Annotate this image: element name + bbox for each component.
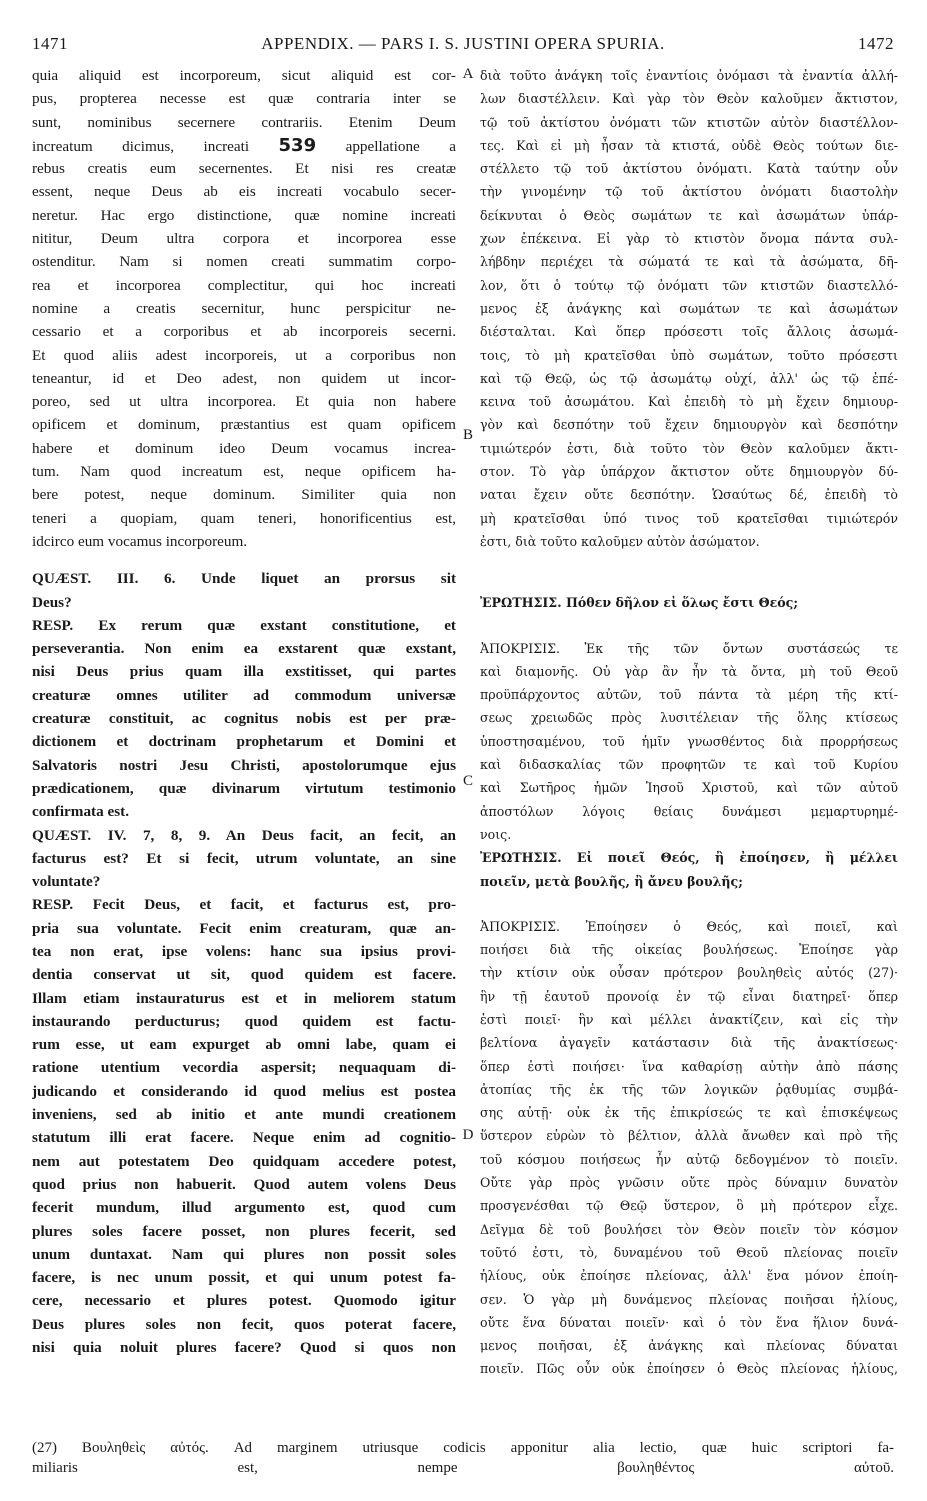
greek-line: δείκνυται ὁ Θεὸς σωμάτων τε καὶ ἀσωμάτων ὑπάρ-: [480, 207, 898, 223]
latin-line: Illam etiam instauraturus est et in meliorem statum: [32, 989, 456, 1007]
latin-line: RESP. Fecit Deus, et facit, et facturus est, pro-: [32, 896, 456, 914]
latin-line: pria sua voluntate. Fecit enim creaturam, quæ an-: [32, 919, 456, 937]
greek-line: ἀτοπίας τῆς ἐκ τῆς τῶν λογικῶν ῥᾳθυμίας συμβά-: [480, 1081, 898, 1097]
latin-line: essent, neque Deus ab eis increati vocabulo secer-: [32, 183, 456, 201]
greek-line: ἘΡΩΤΗΣΙΣ. Εἰ ποιεῖ Θεός, ἢ ἐποίησεν, ἢ μέλλει: [480, 850, 898, 866]
greek-line: μενος ἐξ ἀνάγκης καὶ σωμάτων τε καὶ ἀσωμάτων: [480, 300, 898, 316]
margin-marker-a: A: [462, 66, 474, 82]
greek-line: ἈΠΟΚΡΙΣΙΣ. Ἐποίησεν ὁ Θεός, καὶ ποιεῖ, καὶ: [480, 918, 898, 934]
latin-line: nisi quia noluit plures facere? Quod si quos non: [32, 1339, 456, 1357]
greek-line: στον. Τὸ γὰρ ὑπάρχον ἄκτιστον οὔτε δημιουργὸν δύ-: [480, 464, 898, 480]
greek-line: ἣν τῇ ἑαυτοῦ προνοίᾳ ἐν τῷ εἶναι διατηρεῖ· ὅπερ: [480, 988, 898, 1004]
latin-line: dentia conservat ut sit, quod quidem est facere.: [32, 966, 456, 984]
greek-line: ναται ἔχειν οὔτε δεσπότην. Ὡσαύτως δέ, ἐπειδὴ τὸ: [480, 487, 898, 503]
greek-line: τοις, τὸ μὴ κρατεῖσθαι ὑπὸ σωμάτων, τοῦτο πρόσεστι: [480, 347, 898, 363]
greek-line: νοις.: [480, 826, 512, 842]
greek-line: μενος ποιῆσαι, ἐξ ἀνάγκης καὶ πλείονας δύναται: [480, 1338, 898, 1354]
latin-line: teneri a quopiam, quam teneri, honorificentius est,: [32, 509, 456, 527]
greek-line: τὴν κτίσιν οὐκ οὖσαν πρότερον βουληθεὶς αὐτός (27)·: [480, 965, 898, 981]
latin-line: instaurando perducturus; quod quidem est factu-: [32, 1012, 456, 1030]
greek-line: ἀποστόλων λόγοις θείαις δυνάμεσι μεμαρτυρημέ-: [480, 803, 898, 819]
greek-line: σεως χρειωδῶς πρὸς λυσιτέλειαν τῆς ὅλης κτίσεως: [480, 710, 898, 726]
latin-response-4: [32, 893, 456, 1359]
latin-line: judicando et considerando id quod melius est postea: [32, 1082, 456, 1100]
latin-line: perseverantia. Non enim ea exstarent quæ exstant,: [32, 640, 456, 658]
greek-line: προσγενέσθαι τῷ Θεῷ ὕστερον, ὃ μὴ πρότερον εἶχε.: [480, 1198, 898, 1214]
greek-question-3: [480, 591, 898, 614]
latin-line: facere, is nec unum possit, et qui unum potest fa-: [32, 1269, 456, 1287]
greek-line: στέλλετο τῷ τοῦ ἀκτίστου ὀνόματι. Κατὰ ταύτην οὖν: [480, 161, 898, 177]
greek-line: χων ἐπέκεινα. Εἰ γὰρ τὸ κτιστὸν ὄνομα πάντα συλ-: [480, 231, 898, 247]
latin-line: nem aut potestatem Deo quidquam accedere potest,: [32, 1152, 456, 1170]
greek-line: λον, ὅτι ὁ τούτῳ τῷ ὀνόματι τῶν κτιστῶν διαστελλό-: [480, 277, 898, 293]
greek-line: καὶ Σωτῆρος ἡμῶν Ἰησοῦ Χριστοῦ, καὶ τῶν αὐτοῦ: [480, 780, 898, 796]
greek-line: ποιεῖν. Πῶς οὖν οὐκ ἐποίησεν ὁ Θεὸς πλείονας ἡλίους,: [480, 1361, 898, 1377]
latin-line: nititur, Deum ultra corpora et incorporea esse: [32, 230, 456, 248]
footnote-line: miliaris est, nempe βουληθέντος αὐτοῦ.: [32, 1460, 894, 1476]
margin-marker-b: B: [462, 427, 473, 443]
latin-line: bere potest, neque dominum. Similiter quia non: [32, 486, 456, 504]
latin-paragraph-1: [32, 64, 456, 553]
greek-line: καὶ διαμονῆς. Οὐ γὰρ ἂν ἦν τὰ ὄντα, μὴ τοῦ Θεοῦ: [480, 663, 898, 679]
running-header: [32, 34, 894, 56]
greek-line: τες. Καὶ εἰ μὴ ἦσαν τὰ κτιστά, οὐδὲ Θεὸς τούτων διε-: [480, 137, 898, 153]
latin-line: facturus est? Et si fecit, utrum voluntate, an sine: [32, 849, 456, 867]
latin-line: tea non erat, ipse volens: hanc sua ipsius provi-: [32, 942, 456, 960]
latin-line: poreo, sed ut ultra incorporea. Et quia non habere: [32, 393, 456, 411]
latin-line: neretur. Hac ergo distinctione, quæ nomine increati: [32, 206, 456, 224]
latin-text-fragment: increatum dicimus, increati: [32, 137, 250, 155]
greek-line: διὰ τοῦτο ἀνάγκη τοῖς ἐναντίοις ὀνόμασι τὰ ἐναντία ἀλλή-: [480, 68, 898, 83]
greek-line: ἐστι, διὰ τοῦτο καλοῦμεν αὐτὸν ἀσώματον.: [480, 533, 760, 549]
greek-line: σης αὐτῇ· οὐκ ἐκ τῆς ἐπικρίσεώς τε καὶ ἐπισκέψεως: [480, 1105, 898, 1121]
latin-line: pus, propterea necesse est quæ contraria inter se: [32, 90, 456, 108]
latin-line: idcirco eum vocamus incorporeum.: [32, 532, 248, 550]
latin-column: [32, 64, 456, 1359]
greek-line: Δεῖγμα δὲ τοῦ βουλήσει τὸν Θεὸν ποιεῖν τὸν κόσμον: [480, 1221, 898, 1237]
greek-line: ἐστὶ ποιεῖ· ἣν καὶ μέλλει ἀνακτίζειν, καὶ εἰς τὴν: [480, 1011, 898, 1027]
latin-response-3: [32, 614, 456, 824]
greek-line: τοῦτό ἐστι, τὸ, δυναμένου τοῦ Θεοῦ πλείονας ποιεῖν: [480, 1244, 898, 1260]
latin-line: statutum illi erat facere. Neque enim ad cognitio-: [32, 1129, 456, 1147]
greek-line: τὴν γινομένην τῷ τοῦ ἀκτίστου ὀνόματι διαστολὴν: [480, 184, 898, 200]
greek-line: ἈΠΟΚΡΙΣΙΣ. Ἐκ τῆς τῶν ὄντων συστάσεώς τε: [480, 640, 898, 656]
greek-line: ὑποστησαμένου, τοῦ ἡμῖν γνωσθέντος διὰ προρρήσεως: [480, 733, 898, 749]
greek-line: μὴ κρατεῖσθαι ὑπό τινος τοῦ κρατεῖσθαι τιμιώτερόν: [480, 510, 898, 526]
greek-line: ποιήσει διὰ τῆς οἰκείας βουλήσεως. Ἐποίησε γὰρ: [480, 942, 898, 958]
greek-column: [480, 64, 898, 1381]
latin-line: Deus?: [32, 593, 72, 611]
greek-line: γὸν καὶ δεσπότην τοῦ ἔχειν δημιουργὸν καὶ δεσπότην: [480, 417, 898, 433]
margin-marker-c: C: [462, 773, 473, 789]
latin-line: quod prius non habuerit. Quod autem volens Deus: [32, 1175, 456, 1193]
footnote-27: [32, 1438, 894, 1478]
latin-line: ostenditur. Nam si nomen creati summatim corpo-: [32, 253, 456, 271]
latin-line: rea et incorporea complectitur, qui hoc increati: [32, 276, 456, 294]
latin-line: creaturæ constituit, ac cognitus nobis est per præ-: [32, 710, 456, 728]
greek-line: ὅπερ ἐστὶ ποιήσει· ἵνα καθαρίσῃ αὐτὴν ἀπὸ πάσης: [480, 1058, 898, 1074]
latin-line: fecerit mundum, illud argumento est, quod cum: [32, 1199, 456, 1217]
latin-line: rebus creatis eum secernentes. Et nisi res creatæ: [32, 160, 456, 178]
running-title: APPENDIX. — PARS I. S. JUSTINI OPERA SPURIA.: [261, 34, 665, 53]
greek-line: οὔτε ἕνα δύναται ποιεῖν· καὶ ὁ τὸν ἕνα ἥλιον δυνά-: [480, 1314, 898, 1330]
greek-line: τῷ τοῦ ἀκτίστου ὀνόματι τῶν κτιστῶν αὐτὸν διαστέλλον-: [480, 114, 898, 130]
greek-paragraph-1: [480, 64, 898, 553]
page-number-right: 1472: [858, 34, 894, 53]
latin-line: quia aliquid est incorporeum, sicut aliquid est cor-: [32, 67, 456, 84]
latin-line: [32, 134, 456, 157]
greek-line: κεινα τοῦ ἀσωμάτου. Καὶ ἐπειδὴ τὸ μὴ ἔχειν δημιουρ-: [480, 394, 898, 410]
greek-line: λήβδην περιέχει τὰ σώματά τε καὶ τὰ ἀσώματα, δῆ-: [480, 254, 898, 270]
latin-question-3: [32, 567, 456, 614]
greek-line: ὕστερον εὑρὼν τὸ βέλτιον, ἀλλὰ ἄνωθεν καὶ πρὸ τῆς: [480, 1128, 898, 1144]
latin-line: opificem et dominum, præstantius est quam opificem: [32, 416, 456, 434]
latin-line: teneantur, id et Deo adest, non quidem ut incor-: [32, 369, 456, 387]
latin-line: voluntate?: [32, 873, 101, 891]
column-number: 539: [278, 134, 317, 156]
greek-line: Οὔτε γὰρ πρὸς γνῶσιν οὔτε πρὸς δύναμιν δυνατὸν: [480, 1175, 898, 1191]
latin-line: creaturæ omnes utiliter ad commodum universæ: [32, 686, 456, 704]
latin-line: Et quod aliis adest incorporeis, ut a corporibus non: [32, 346, 456, 364]
greek-line: καὶ τῷ Θεῷ, ὡς τῷ ἀσωμάτῳ οὐχί, ἀλλ' ὡς τῷ ἐπέ-: [480, 370, 898, 386]
margin-marker-d: D: [462, 1127, 474, 1143]
greek-line: διέσταλται. Καὶ ὅπερ πρόσεστι τοῖς ἄλλοις ἀσωμά-: [480, 324, 898, 340]
latin-line: RESP. Ex rerum quæ exstant constitutione, et: [32, 616, 456, 634]
page-number-left: 1471: [32, 34, 68, 53]
greek-line: λων διαστέλλειν. Καὶ γὰρ τὸν Θεὸν καλοῦμεν ἄκτιστον,: [480, 91, 898, 107]
latin-line: Deus plures soles non fecit, quos poterat facere,: [32, 1315, 456, 1333]
latin-line: Salvatoris nostri Jesu Christi, apostolorumque ejus: [32, 756, 456, 774]
greek-response-4: [480, 915, 898, 1381]
latin-line: confirmata est.: [32, 803, 129, 821]
greek-line: καὶ διδασκαλίας τῶν προφητῶν τε καὶ τοῦ Κυρίου: [480, 757, 898, 773]
latin-text-fragment: appellatione a: [345, 137, 456, 155]
latin-line: nomine a creatis secernitur, hunc perspicitur ne-: [32, 299, 456, 317]
latin-line: tum. Nam quod increatum est, neque opificem ha-: [32, 463, 456, 481]
latin-line: prædicationem, quæ divinarum virtutum testimonio: [32, 779, 456, 797]
greek-line: ἘΡΩΤΗΣΙΣ. Πόθεν δῆλον εἰ ὅλως ἔστι Θεός;: [480, 595, 798, 611]
latin-line: rum esse, ut eam expurget ab omni labe, quam ei: [32, 1036, 456, 1054]
latin-line: QUÆST. IV. 7, 8, 9. An Deus facit, an fecit, an: [32, 826, 456, 844]
greek-line: ἡλίους, οὐκ ἐποίησε πλείονας, ἀλλ' ἕνα μόνον ἐποίη-: [480, 1268, 898, 1284]
latin-line: dictionem et doctrinam prophetarum et Domini et: [32, 733, 456, 751]
latin-line: nisi Deus prius quam illa exstitisset, qui partes: [32, 663, 456, 681]
latin-line: ratione utentium vecordia aspersit; nequaquam di-: [32, 1059, 456, 1077]
greek-question-4: [480, 846, 898, 893]
greek-line: τιμιώτερόν ἐστι, διὰ τοῦτο τὸν Θεὸν καλοῦμεν ἄκτι-: [480, 440, 898, 456]
latin-line: sunt, nominibus secernere contrariis. Etenim Deum: [32, 113, 456, 131]
latin-line: inveniens, sed ab initio et ante mundi creationem: [32, 1106, 456, 1124]
latin-line: unum duntaxat. Nam qui plures non possit soles: [32, 1245, 456, 1263]
latin-line: habere et dominum ideo Deum vocamus increa-: [32, 439, 456, 457]
latin-line: plures soles facere posset, non plures fecerit, sed: [32, 1222, 456, 1240]
latin-question-4: [32, 824, 456, 894]
latin-line: QUÆST. III. 6. Unde liquet an prorsus sit: [32, 570, 456, 588]
greek-line: ποιεῖν, μετὰ βουλῆς, ἢ ἄνευ βουλῆς;: [480, 873, 743, 889]
greek-line: βελτίονα ἀγαγεῖν κατάστασιν διὰ τῆς ἀνακτίσεως·: [480, 1035, 898, 1051]
latin-line: cere, necessario et plures potest. Quomodo igitur: [32, 1292, 456, 1310]
footnote-line: (27) Βουληθεὶς αὐτός. Ad marginem utriusque codicis apponitur alia lectio, quæ huic scriptori fa-: [32, 1440, 894, 1456]
greek-line: σεν. Ὁ γὰρ μὴ δυνάμενος πλείονας ποιῆσαι ἡλίους,: [480, 1291, 898, 1307]
greek-response-3: [480, 637, 898, 847]
greek-line: τοῦ κόσμου ποιήσεως ἦν αὐτῷ δεδογμένον τὸ ποιεῖν.: [480, 1151, 898, 1167]
latin-line: cessario et a corporibus et ab incorporeis secerni.: [32, 323, 456, 341]
greek-line: προϋπάρχοντος αὐτῶν, τοῦ πάντα τὰ μέρη τῆς κτί-: [480, 687, 898, 703]
